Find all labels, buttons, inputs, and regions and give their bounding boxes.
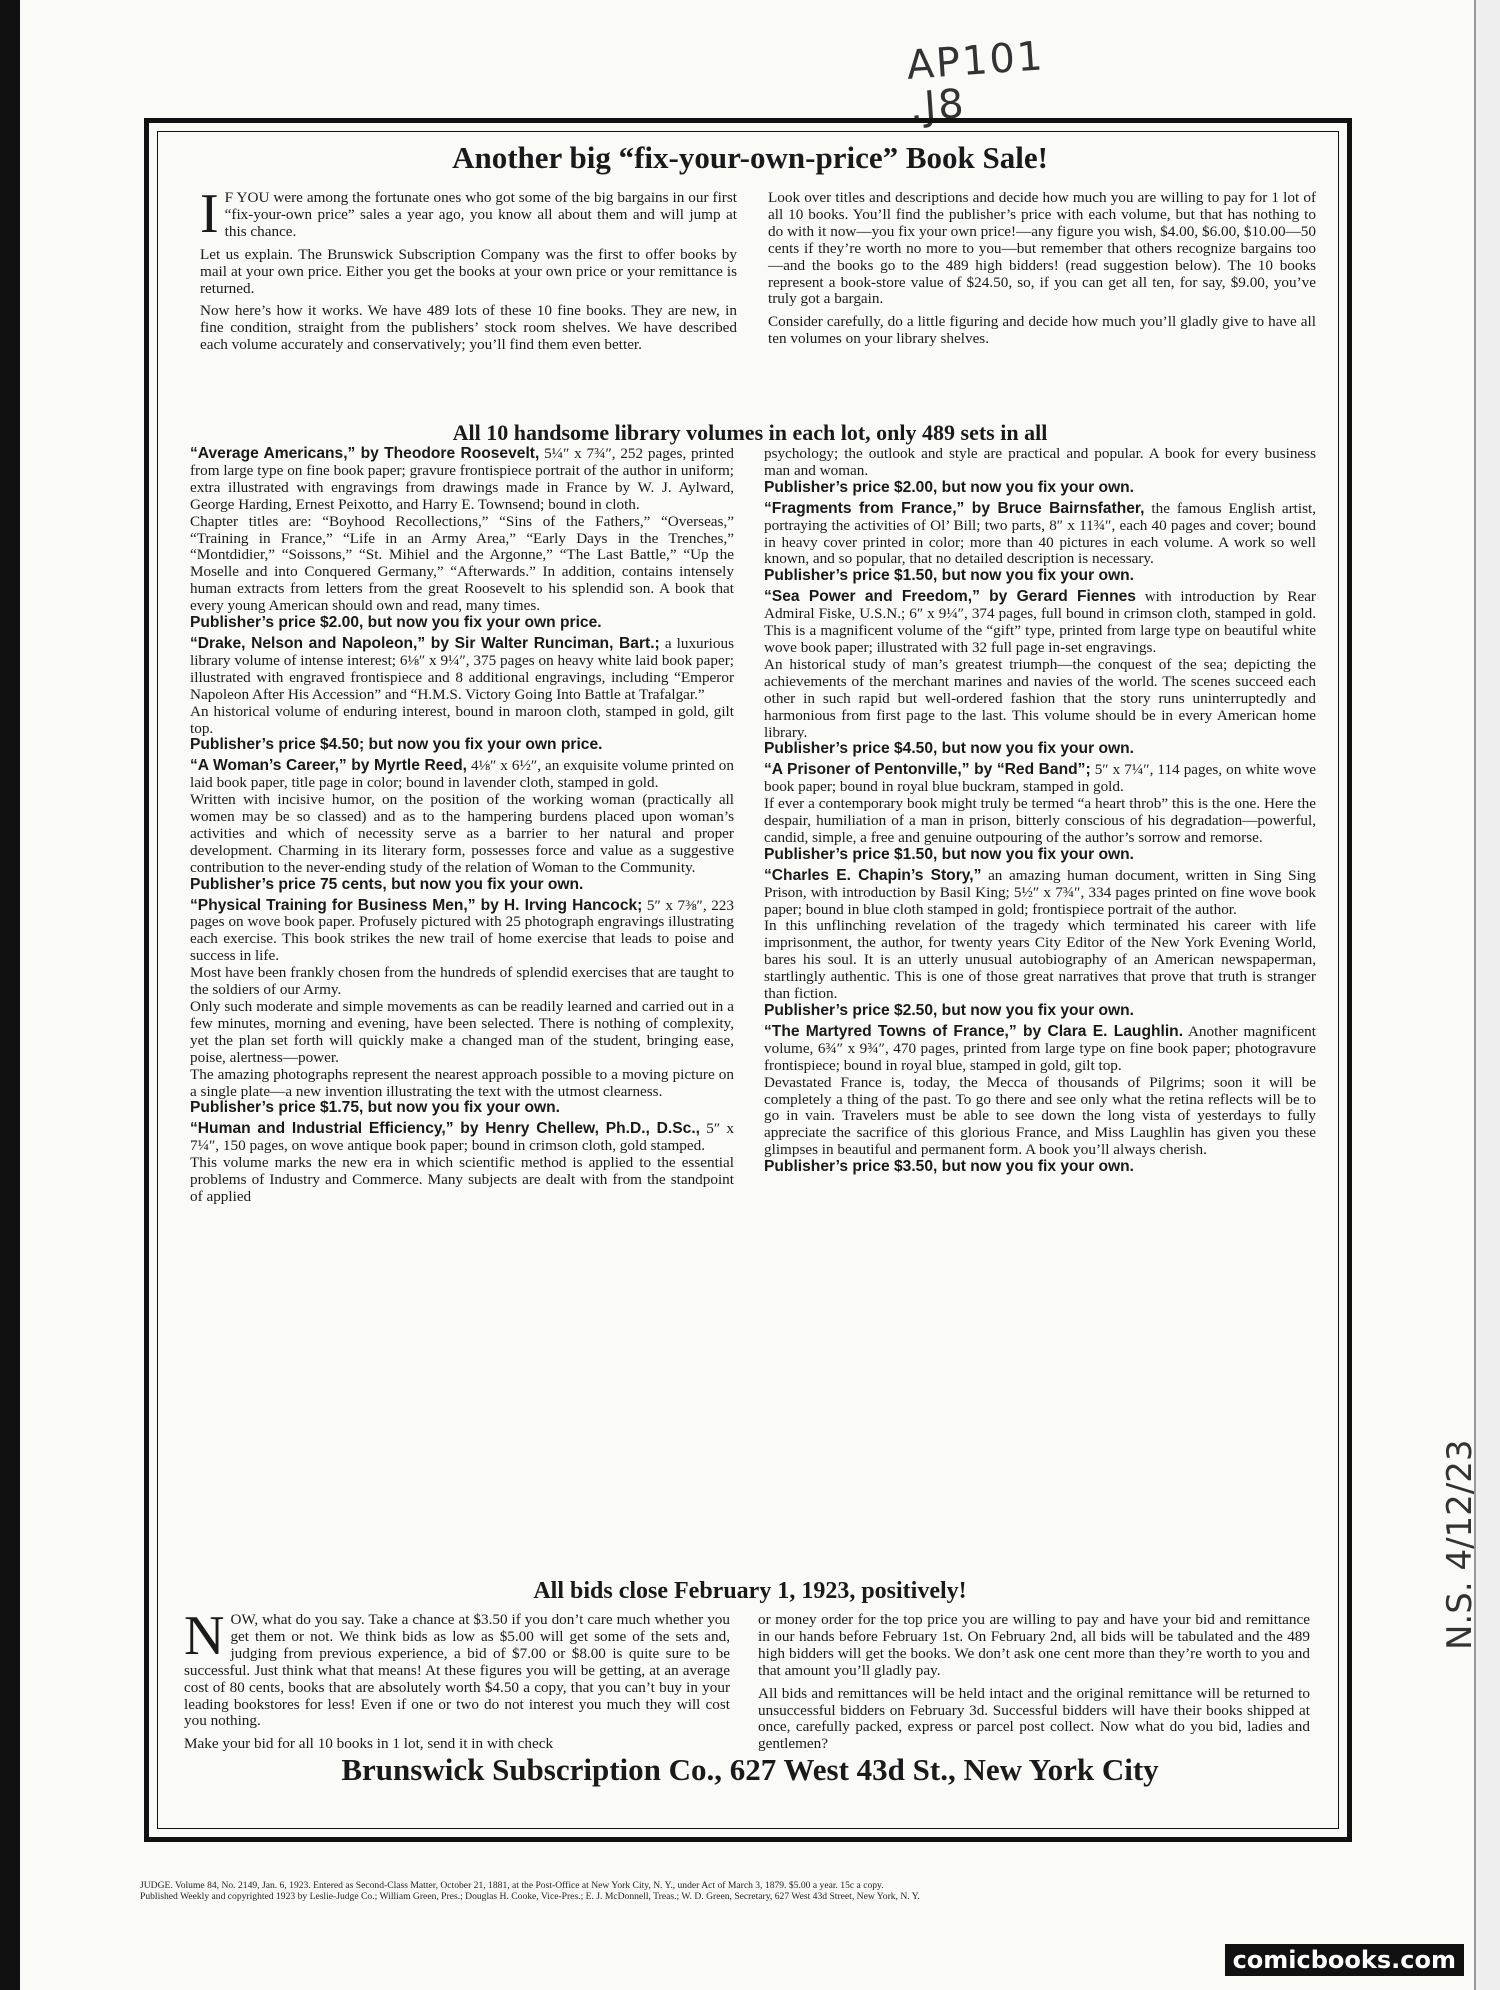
ad-title: Another big “fix-your-own-price” Book Sale!	[452, 140, 1048, 175]
book-title: “The Martyred Towns of France,” by Clara E. Laughlin.	[764, 1022, 1184, 1040]
book-continuation	[764, 446, 1316, 497]
book-sea-power-freedom	[764, 589, 1316, 758]
book-price: Publisher’s price $4.50; but now you fix your own price.	[190, 736, 603, 754]
book-title: “Fragments from France,” by Bruce Bairnsfather,	[764, 499, 1145, 517]
book-title: “Charles E. Chapin’s Story,”	[764, 866, 982, 884]
intro-paragraph-1: I F YOU were among the fortunate ones who got some of the big bargains in our first “fix-your-own price” sales a year ago, you know all about them and will jump at this chance.	[200, 183, 737, 245]
book-price: Publisher’s price 75 cents, but now you fix your own.	[190, 875, 584, 893]
book-physical-training	[190, 898, 734, 1118]
book-price: Publisher’s price $2.50, but now you fix your own.	[764, 1002, 1134, 1019]
book-title: “Sea Power and Freedom,” by Gerard Fiennes	[764, 588, 1136, 606]
book-desc: If ever a contemporary book might truly be termed “a heart throb” this is the one. Here the despair, humiliation of a man in prison, bitterly conscious of his degradation—powerful, candid, simple, a free and genuine outpouring of the author’s sorrow and remorse.	[764, 795, 1316, 846]
closing-paragraph-4: All bids and remittances will be held intact and the original remittance will be returned to unsuccessful bidders on February 3d. Successful bidders will have their books shipped at once, carefully packed, express or parcel post collect. Now what do you bid, ladies and gentlemen?	[758, 1684, 1310, 1753]
book-desc: 4⅛″ x 6½″, an exquisite volume printed on laid book paper, title page in color; bound in lavender cloth, stamped in gold.	[190, 757, 734, 792]
book-martyred-towns	[764, 1024, 1316, 1176]
closing-right-column	[758, 1612, 1310, 1759]
closing-left-column	[184, 1605, 730, 1759]
footer-line-2: Published Weekly and copyrighted 1923 by Leslie-Judge Co.; William Green, Pres.; Douglas H. Cooke, Vice-Pres.; E. J. McDonnell, Treas.; W. D. Green, Secretary, 627 West 43d Street, New York, N. Y.	[140, 1891, 920, 1902]
publication-footer	[140, 1880, 1350, 1902]
book-desc: with introduction by Rear Admiral Fiske, U.S.N.; 6″ x 9¼″, 374 pages, full bound in crimson cloth, stamped in gold. This is a magnificent volume of the “gift” type, printed from large type on beautiful white wove book paper; illustrated with 32 full page in-set engravings.	[764, 588, 1316, 656]
handwritten-call-number: AP101 .J8	[905, 33, 1046, 131]
closing-paragraph-2: Make your bid for all 10 books in 1 lot, send it in with check	[184, 1735, 554, 1753]
book-human-industrial-efficiency	[190, 1121, 734, 1206]
book-desc: an amazing human document, written in Sing Sing Prison, with introduction by Basil King; 5½″ x 7¾″, 334 pages printed on fine wove book paper; bound in blue cloth stamped in gold; frontispiece portrait of the author.	[764, 866, 1316, 918]
intro-left-column	[200, 183, 737, 360]
book-desc: Devastated France is, today, the Mecca of thousands of Pilgrims; soon it will be completely a thing of the past. To go there and see only what the retina reflects will be to go in vain. Travelers must be able to see down the long vista of yesterdays to fully appreciate the sacrifice of this glorious France, and Miss Laughlin has given you these glimpses in beautiful and permanent form. A book you’ll always cherish.	[764, 1073, 1316, 1159]
book-price: Publisher’s price $2.00, but now you fix your own price.	[190, 614, 602, 632]
book-desc: Another magnificent volume, 6¾″ x 9¾″, 470 pages, printed from large type on fine book paper; photogravure frontispiece; bound in royal blue, stamped in gold, gilt top.	[764, 1022, 1316, 1074]
book-title: “A Prisoner of Pentonville,” by “Red Band”;	[764, 761, 1091, 779]
scan-right-edge	[1474, 0, 1500, 1990]
book-chapins-story	[764, 868, 1316, 1020]
book-price: Publisher’s price $1.50, but now you fix your own.	[764, 845, 1134, 863]
book-womans-career	[190, 758, 734, 893]
intro-paragraph-5: Consider carefully, do a little figuring and decide how much you’ll gladly give to have all ten volumes on your library shelves.	[768, 313, 1316, 348]
handwritten-side-note: N.S. 4/12/23	[1440, 1439, 1480, 1650]
book-desc: 5″ x 7¼″, 114 pages, on white wove book paper; bound in royal blue buckram, stamped in gold.	[764, 761, 1317, 796]
intro-paragraph-3: Now here’s how it works. We have 489 lots of these 10 fine books. They are new, in fine condition, straight from the publishers’ stock room shelves. We have described each volume accurately and conservatively; you’ll find them even better.	[200, 302, 737, 354]
book-average-americans	[190, 446, 734, 632]
book-title: “Average Americans,” by Theodore Roosevelt,	[190, 445, 540, 462]
book-desc: An historical study of man’s greatest triumph—the conquest of the sea; depicting the achievements of the merchant marines and navies of the world. The scenes succeed each other in such rapid but well-ordered fashion that the story runs uninterruptedly and harmonious from first page to the last. This volume should be in every American home library.	[764, 655, 1316, 741]
site-watermark: comicbooks.com	[1225, 1944, 1464, 1976]
book-desc: Only such moderate and simple movements as can be readily learned and carried out in a few minutes, morning and evening, have been selected. There is nothing of complexity, yet the plan set forth will quickly make a changed man of the student, bringing ease, poise, alertness—power.	[190, 998, 734, 1066]
book-desc: The amazing photographs represent the nearest approach possible to a moving picture on a single plate—a new invention illustrating the text with the utmost clearness.	[190, 1065, 734, 1100]
book-prisoner-of-pentonville	[764, 762, 1316, 863]
book-price: Publisher’s price $1.75, but now you fix your own.	[190, 1099, 560, 1117]
book-desc: Chapter titles are: “Boyhood Recollections,” “Sins of the Fathers,” “Overseas,” “Training in France,” “Life in an Army Area,” “Early Days in the Trenches,” “Montdidier,” “Soissons,” “St. Mihiel and the Argonne,” “The Last Battle,” “Up the Moselle and into Conquered Germany,” “Afterwards.” In addition, contains intensely human extracts from letters from the great Roosevelt to his splendid son. A book that every young American should own and read, many times.	[190, 512, 734, 615]
closing-heading: All bids close February 1, 1923, positively!	[533, 1578, 967, 1604]
book-desc: Most have been frankly chosen from the hundreds of splendid exercises that are taught to the soldiers of our Army.	[190, 964, 734, 999]
book-title: “Physical Training for Business Men,” by H. Irving Hancock;	[190, 896, 643, 914]
book-desc: Written with incisive humor, on the position of the working woman (practically all women may be so classed) and as to the hampering burdens placed upon woman’s activities and which of necessity serve as a barrier to her natural and proper development. Charming in its literary form, possesses force and value as a suggestive contribution to the never-ending study of the relation of Woman to the Community.	[190, 791, 734, 876]
book-desc: 5″ x 7¼″, 150 pages, on wove antique book paper; bound in crimson cloth, gold stamped.	[190, 1120, 735, 1155]
book-price: Publisher’s price $2.00, but now you fix your own.	[764, 478, 1134, 496]
book-price: Publisher’s price $3.50, but now you fix your own.	[764, 1158, 1134, 1176]
book-desc: 5¼″ x 7¾″, 252 pages, printed from large type on fine book paper; gravure frontispiece portrait of the author in uniform; extra illustrated with engravings from drawings made in France by W. J. Aylward, George Harding, Ernest Peixotto, and Harry E. Townsend; bound in cloth.	[190, 445, 735, 513]
company-signature: Brunswick Subscription Co., 627 West 43d St., New York City	[341, 1752, 1159, 1787]
book-desc: An historical volume of enduring interest, bound in maroon cloth, stamped in gold, gilt top.	[190, 702, 734, 737]
book-desc: In this unflinching revelation of the tragedy which terminated his career with life imprisonment, the author, for twenty years City Editor of the New York Evening World, bares his soul. It is an utterly unusual autobiography of an American newspaperman, startlingly authentic. This is one of those great narratives that prove that truth is stranger than fiction.	[764, 917, 1316, 1003]
intro-right-column	[768, 190, 1316, 354]
book-desc: the famous English artist, portraying the activities of Ol’ Bill; two parts, 8″ x 11¾″, each 40 pages and cover; bound in heavy cover printed in color; more than 40 pictures in each volume. A work so well known, and so popular, that no detailed description is necessary.	[764, 499, 1317, 568]
intro-paragraph-4: Look over titles and descriptions and decide how much you are willing to pay for 1 lot of all 10 books. You’ll find the publisher’s price with each volume, but that has nothing to do with it now—you fix your own price!—any figure you wish, $4.00, $6.00, $10.00—50 cents if they’re worth no more to you—but remember that others recognize bargains too—and the books go to the 489 high bidders! (read suggestion below). The 10 books represent a book-store value of $24.50, so, if you can get all ten, for say, $9.00, you’ve truly got a bargain.	[768, 189, 1316, 308]
intro-paragraph-2: Let us explain. The Brunswick Subscription Company was the first to offer books by mail at your own price. Either you get the books at your own price or your remittance is returned.	[200, 245, 737, 297]
section-heading: All 10 handsome library volumes in each lot, only 489 sets in all	[452, 420, 1048, 445]
book-title: “Human and Industrial Efficiency,” by Henry Chellew, Ph.D., D.Sc.,	[190, 1120, 700, 1138]
book-desc: psychology; the outlook and style are practical and popular. A book for every business man and woman.	[764, 445, 1316, 479]
book-price: Publisher’s price $4.50, but now you fix your own.	[764, 740, 1134, 758]
scan-left-edge	[0, 0, 20, 1990]
book-title: “A Woman’s Career,” by Myrtle Reed,	[190, 757, 467, 775]
books-left-column	[190, 446, 734, 1210]
books-right-column	[764, 446, 1316, 1180]
book-desc: This volume marks the new era in which scientific method is applied to the essential problems of Industry and Commerce. Many subjects are dealt with from the standpoint of applied	[190, 1154, 734, 1205]
book-desc: 5″ x 7⅜″, 223 pages on wove book paper. Profusely pictured with 25 photograph engravings illustrating each exercise. This book strikes the new trail of home exercise that leads to poise and success in life.	[190, 896, 734, 965]
book-drake-nelson-napoleon	[190, 636, 734, 754]
drop-cap-i: I	[200, 183, 219, 245]
closing-paragraph-1: NOW, what do you say. Take a chance at $3.50 if you don’t care much whether you get them or not. We think bids as low as $5.00 will get some of the sets and, judging from previous experience, a bid of $7.00 or $8.00 is quite sure to be successful. Just think what that means! At these figures you will be getting, at an average cost of 80 cents, books that are absolutely worth $4.50 a copy, that you can’t buy in your leading bookstores for less! Even if one or two do not interest you much they will cost you nothing.	[184, 1605, 730, 1730]
drop-cap-n: N	[184, 1605, 225, 1667]
book-desc: a luxurious library volume of intense interest; 6⅛″ x 9¼″, 375 pages on heavy white laid book paper; illustrated with engraved frontispiece and 8 additional engravings, including “Emperor Napoleon After His Accession” and “H.M.S. Victory Going Into Battle at Trafalgar.”	[190, 634, 735, 703]
book-title: “Drake, Nelson and Napoleon,” by Sir Walter Runciman, Bart.;	[190, 634, 660, 652]
closing-paragraph-3: or money order for the top price you are willing to pay and have your bid and remittance in our hands before February 1st. On February 2nd, all bids will be tabulated and the 489 high bidders will get the books. We don’t ask one cent more than they’re worth to you and that amount you’ll gladly pay.	[758, 1611, 1310, 1679]
book-price: Publisher’s price $1.50, but now you fix your own.	[764, 567, 1134, 585]
footer-line-1: JUDGE. Volume 84, No. 2149, Jan. 6, 1923. Entered as Second-Class Matter, October 21, 1881, at the Post-Office at New York City, N. Y., under Act of March 3, 1879. $5.00 a year. 15c a copy.	[140, 1880, 884, 1891]
book-fragments-from-france	[764, 501, 1316, 586]
